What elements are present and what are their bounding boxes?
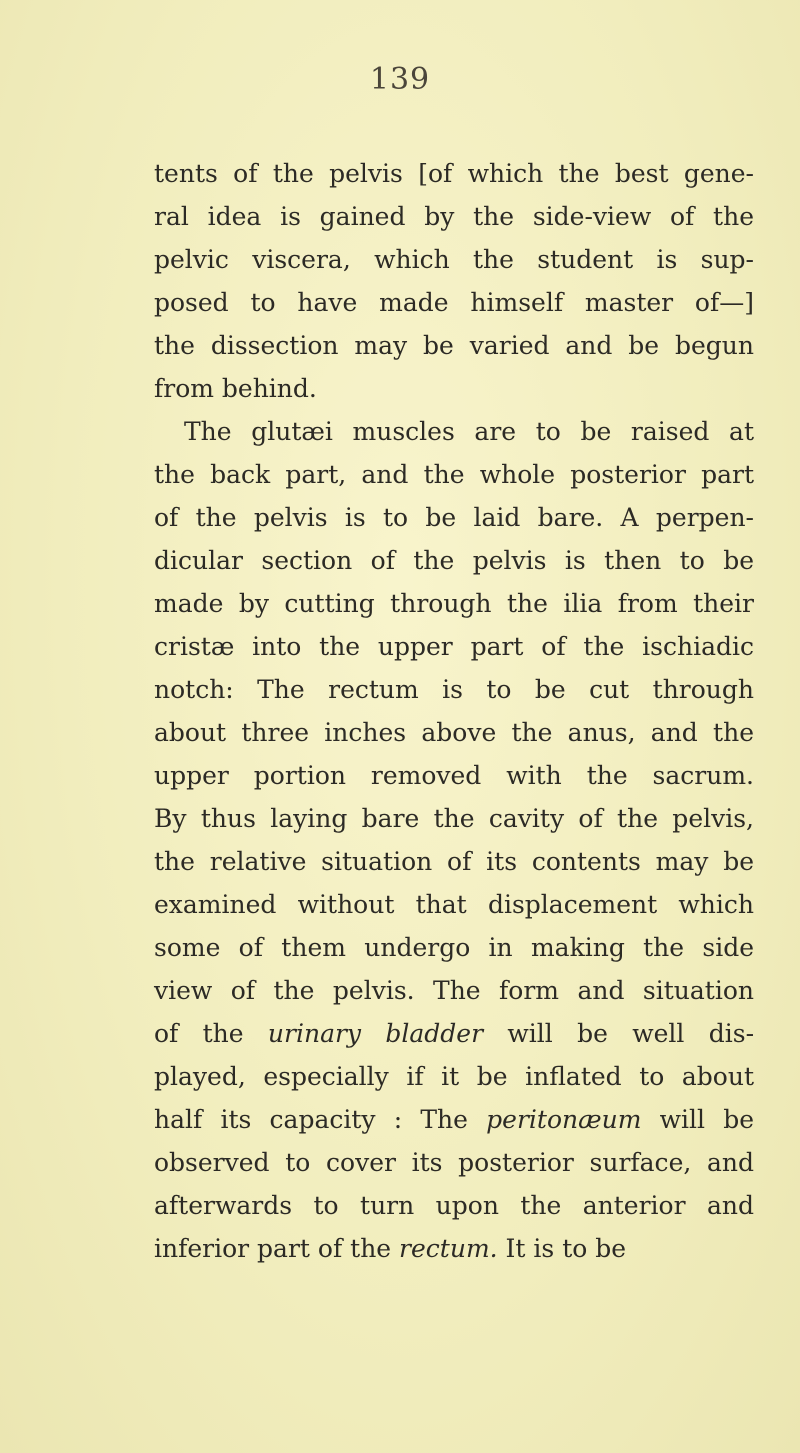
text-segment: ral idea is gained by the side-view of the bbox=[154, 202, 754, 231]
text-segment: cristæ into the upper part of the ischiadic bbox=[154, 632, 754, 661]
text-segment: of the bbox=[154, 1019, 268, 1048]
text-segment: pelvic viscera, which the student is sup- bbox=[154, 245, 754, 274]
text-segment: tents of the pelvis [of which the best gene- bbox=[154, 159, 754, 188]
text-segment: view of the pelvis. The form and situation bbox=[154, 976, 754, 1005]
text-segment: the dissection may be varied and be begun bbox=[154, 331, 754, 360]
text-segment: By thus laying bare the cavity of the pelvis, bbox=[154, 804, 754, 833]
text-line bbox=[154, 840, 754, 883]
text-segment: about three inches above the anus, and the bbox=[154, 718, 754, 747]
text-line bbox=[154, 668, 754, 711]
text-segment: dicular section of the pelvis is then to be bbox=[154, 546, 754, 575]
text-segment: The glutæi muscles are to be raised at bbox=[184, 417, 754, 446]
text-line bbox=[154, 926, 754, 969]
italic-term: urinary bladder bbox=[267, 1019, 484, 1048]
text-line bbox=[154, 625, 754, 668]
text-segment: made by cutting through the ilia from their bbox=[154, 589, 754, 618]
text-segment: It is to be bbox=[497, 1234, 627, 1263]
text-segment: the relative situation of its contents may be bbox=[154, 847, 754, 876]
text-segment: examined without that displacement which bbox=[154, 890, 754, 919]
text-line bbox=[154, 754, 754, 797]
text-line bbox=[154, 883, 754, 926]
text-segment: will be well dis- bbox=[483, 1019, 755, 1048]
text-segment: played, especially if it be inflated to about bbox=[154, 1062, 754, 1091]
body-text bbox=[154, 152, 754, 1270]
text-line bbox=[154, 797, 754, 840]
text-line bbox=[154, 152, 754, 195]
text-segment: of the pelvis is to be laid bare. A perpen- bbox=[154, 503, 754, 532]
text-segment: posed to have made himself master of—] bbox=[154, 288, 754, 317]
text-segment: half its capacity : The bbox=[154, 1105, 487, 1134]
text-line bbox=[154, 1012, 754, 1055]
text-line bbox=[154, 1184, 754, 1227]
text-line bbox=[154, 195, 754, 238]
text-line bbox=[154, 496, 754, 539]
text-segment: will be bbox=[641, 1105, 755, 1134]
italic-term: rectum. bbox=[399, 1234, 498, 1263]
text-line bbox=[154, 1055, 754, 1098]
text-segment: afterwards to turn upon the anterior and bbox=[154, 1191, 754, 1220]
page-number: 139 bbox=[369, 62, 431, 97]
text-line bbox=[154, 410, 754, 453]
text-segment: some of them undergo in making the side bbox=[154, 933, 754, 962]
text-line bbox=[154, 1227, 754, 1270]
text-line bbox=[154, 582, 754, 625]
text-line bbox=[154, 367, 754, 410]
italic-term: peritonæum bbox=[486, 1105, 642, 1134]
text-segment: notch: The rectum is to be cut through bbox=[154, 675, 754, 704]
text-line bbox=[154, 1141, 754, 1184]
text-segment: from behind. bbox=[154, 374, 317, 403]
text-line bbox=[154, 539, 754, 582]
text-segment: inferior part of the bbox=[154, 1234, 400, 1263]
text-line bbox=[154, 969, 754, 1012]
text-line bbox=[154, 711, 754, 754]
text-line bbox=[154, 324, 754, 367]
text-line bbox=[154, 1098, 754, 1141]
text-line bbox=[154, 281, 754, 324]
text-line bbox=[154, 238, 754, 281]
text-line bbox=[154, 453, 754, 496]
text-segment: observed to cover its posterior surface, and bbox=[154, 1148, 754, 1177]
text-segment: upper portion removed with the sacrum. bbox=[154, 761, 754, 790]
text-segment: the back part, and the whole posterior part bbox=[154, 460, 754, 489]
